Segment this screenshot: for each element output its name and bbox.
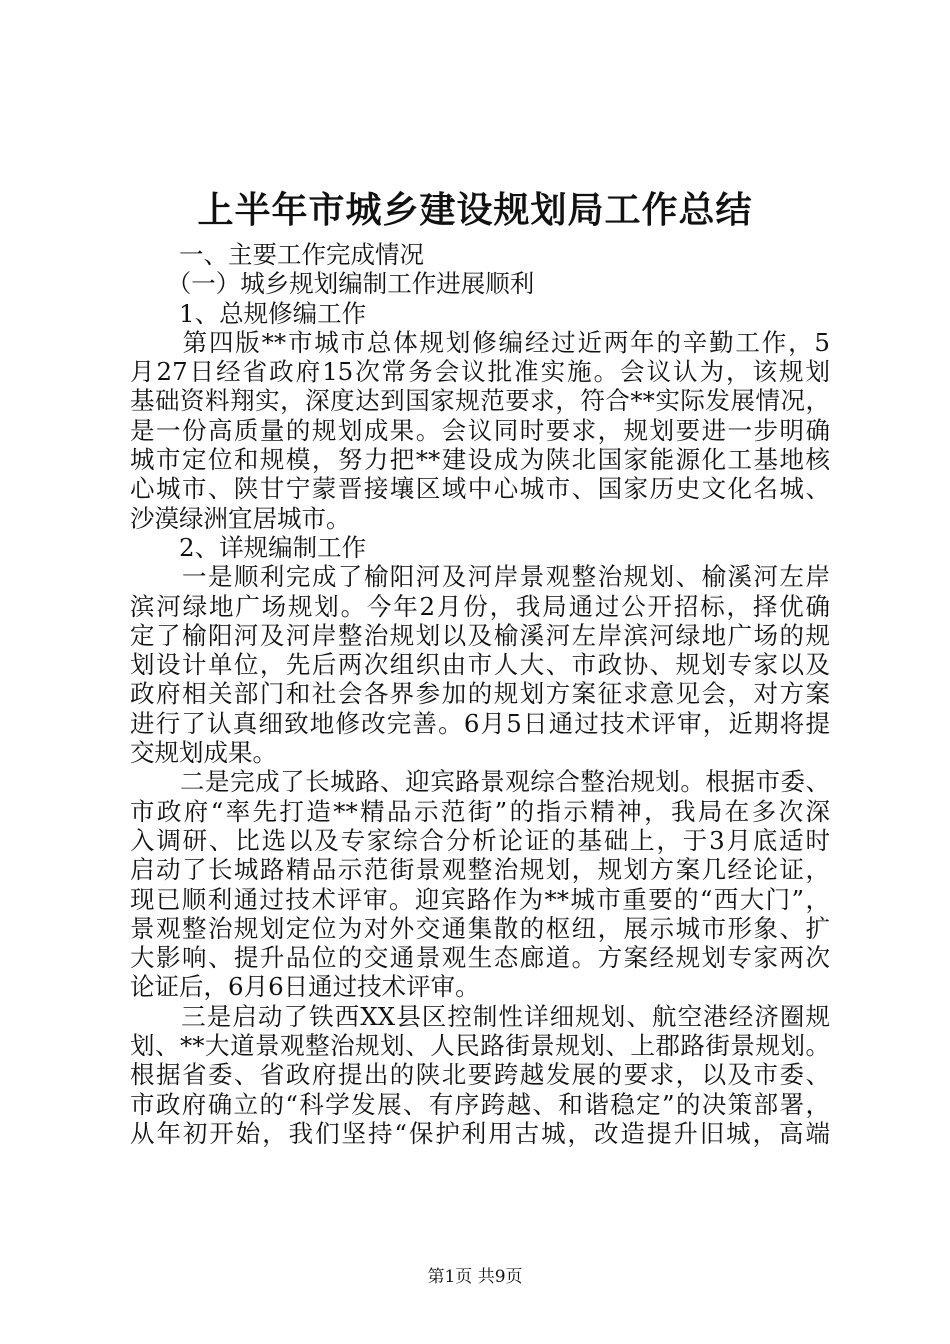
body-text-line: 滨河绿地广场规划。今年2月份，我局通过公开招标，择优确 bbox=[130, 591, 830, 621]
body-text-line: 大影响、提升品位的交通景观生态廊道。方案经规划专家两次 bbox=[130, 943, 830, 973]
body-text-line: 根据省委、省政府提出的陕北要跨越发展的要求，以及市委、 bbox=[130, 1060, 830, 1090]
body-text-line: 心城市、陕甘宁蒙晋接壤区域中心城市、国家历史文化名城、 bbox=[130, 474, 830, 504]
body-text-line: 划设计单位，先后两次组织由市人大、市政协、规划专家以及 bbox=[130, 650, 830, 680]
body-text-line: 论证后，6月6日通过技术评审。 bbox=[130, 972, 480, 1002]
document-body bbox=[130, 240, 830, 1148]
page-number-footer: 第1页 共9页 bbox=[427, 1267, 523, 1287]
body-text-line: 月27日经省政府15次常务会议批准实施。会议认为，该规划 bbox=[130, 357, 830, 387]
body-text-line: 是一份高质量的规划成果。会议同时要求，规划要进一步明确 bbox=[130, 415, 830, 445]
body-text-line: 景观整治规划定位为对外交通集散的枢纽，展示城市形象、扩 bbox=[130, 913, 830, 943]
body-text-line: 政府相关部门和社会各界参加的规划方案征求意见会，对方案 bbox=[130, 679, 830, 709]
body-text-line: 进行了认真细致地修改完善。6月5日通过技术评审，近期将提 bbox=[130, 708, 830, 738]
body-text-line: 启动了长城路精品示范街景观整治规划，规划方案几经论证， bbox=[130, 855, 830, 885]
body-text-line: 市政府确立的“科学发展、有序跨越、和谐稳定”的决策部署， bbox=[130, 1089, 830, 1119]
body-text-line: 现已顺利通过技术评审。迎宾路作为**城市重要的“西大门”， bbox=[130, 884, 830, 914]
body-text-line: 二是完成了长城路、迎宾路景观综合整治规划。根据市委、 bbox=[130, 767, 830, 797]
section-heading-line: 一、主要工作完成情况 bbox=[130, 240, 424, 269]
body-text-line: 划、**大道景观整治规划、人民路街景规划、上郡路街景规划。 bbox=[130, 1031, 830, 1061]
section-heading-line: （一）城乡规划编制工作进展顺利 bbox=[130, 269, 535, 299]
body-text-line: 基础资料翔实，深度达到国家规范要求，符合**实际发展情况， bbox=[130, 386, 830, 416]
body-text-line: 入调研、比选以及专家综合分析论证的基础上，于3月底适时 bbox=[130, 825, 830, 855]
document-title: 上半年市城乡建设规划局工作总结 bbox=[197, 189, 753, 231]
body-text-line: 城市定位和规模，努力把**建设成为陕北国家能源化工基地核 bbox=[130, 445, 830, 475]
body-text-line: 一是顺利完成了榆阳河及河岸景观整治规划、榆溪河左岸 bbox=[130, 562, 830, 592]
body-text-line: 三是启动了铁西XX县区控制性详细规划、航空港经济圈规 bbox=[130, 1001, 830, 1031]
body-text-line: 沙漠绿洲宜居城市。 bbox=[130, 503, 351, 533]
body-text-line: 从年初开始，我们坚持“保护利用古城，改造提升旧城，高端 bbox=[130, 1118, 830, 1148]
section-heading-line: 2、详规编制工作 bbox=[130, 532, 367, 562]
body-text-line: 交规划成果。 bbox=[130, 738, 277, 768]
body-text-line: 定了榆阳河及河岸整治规划以及榆溪河左岸滨河绿地广场的规 bbox=[130, 620, 830, 650]
section-heading-line: 1、总规修编工作 bbox=[130, 298, 367, 328]
body-text-line: 市政府“率先打造**精品示范街”的指示精神，我局在多次深 bbox=[130, 796, 830, 826]
body-text-line: 第四版**市城市总体规划修编经过近两年的辛勤工作，5 bbox=[130, 327, 830, 357]
